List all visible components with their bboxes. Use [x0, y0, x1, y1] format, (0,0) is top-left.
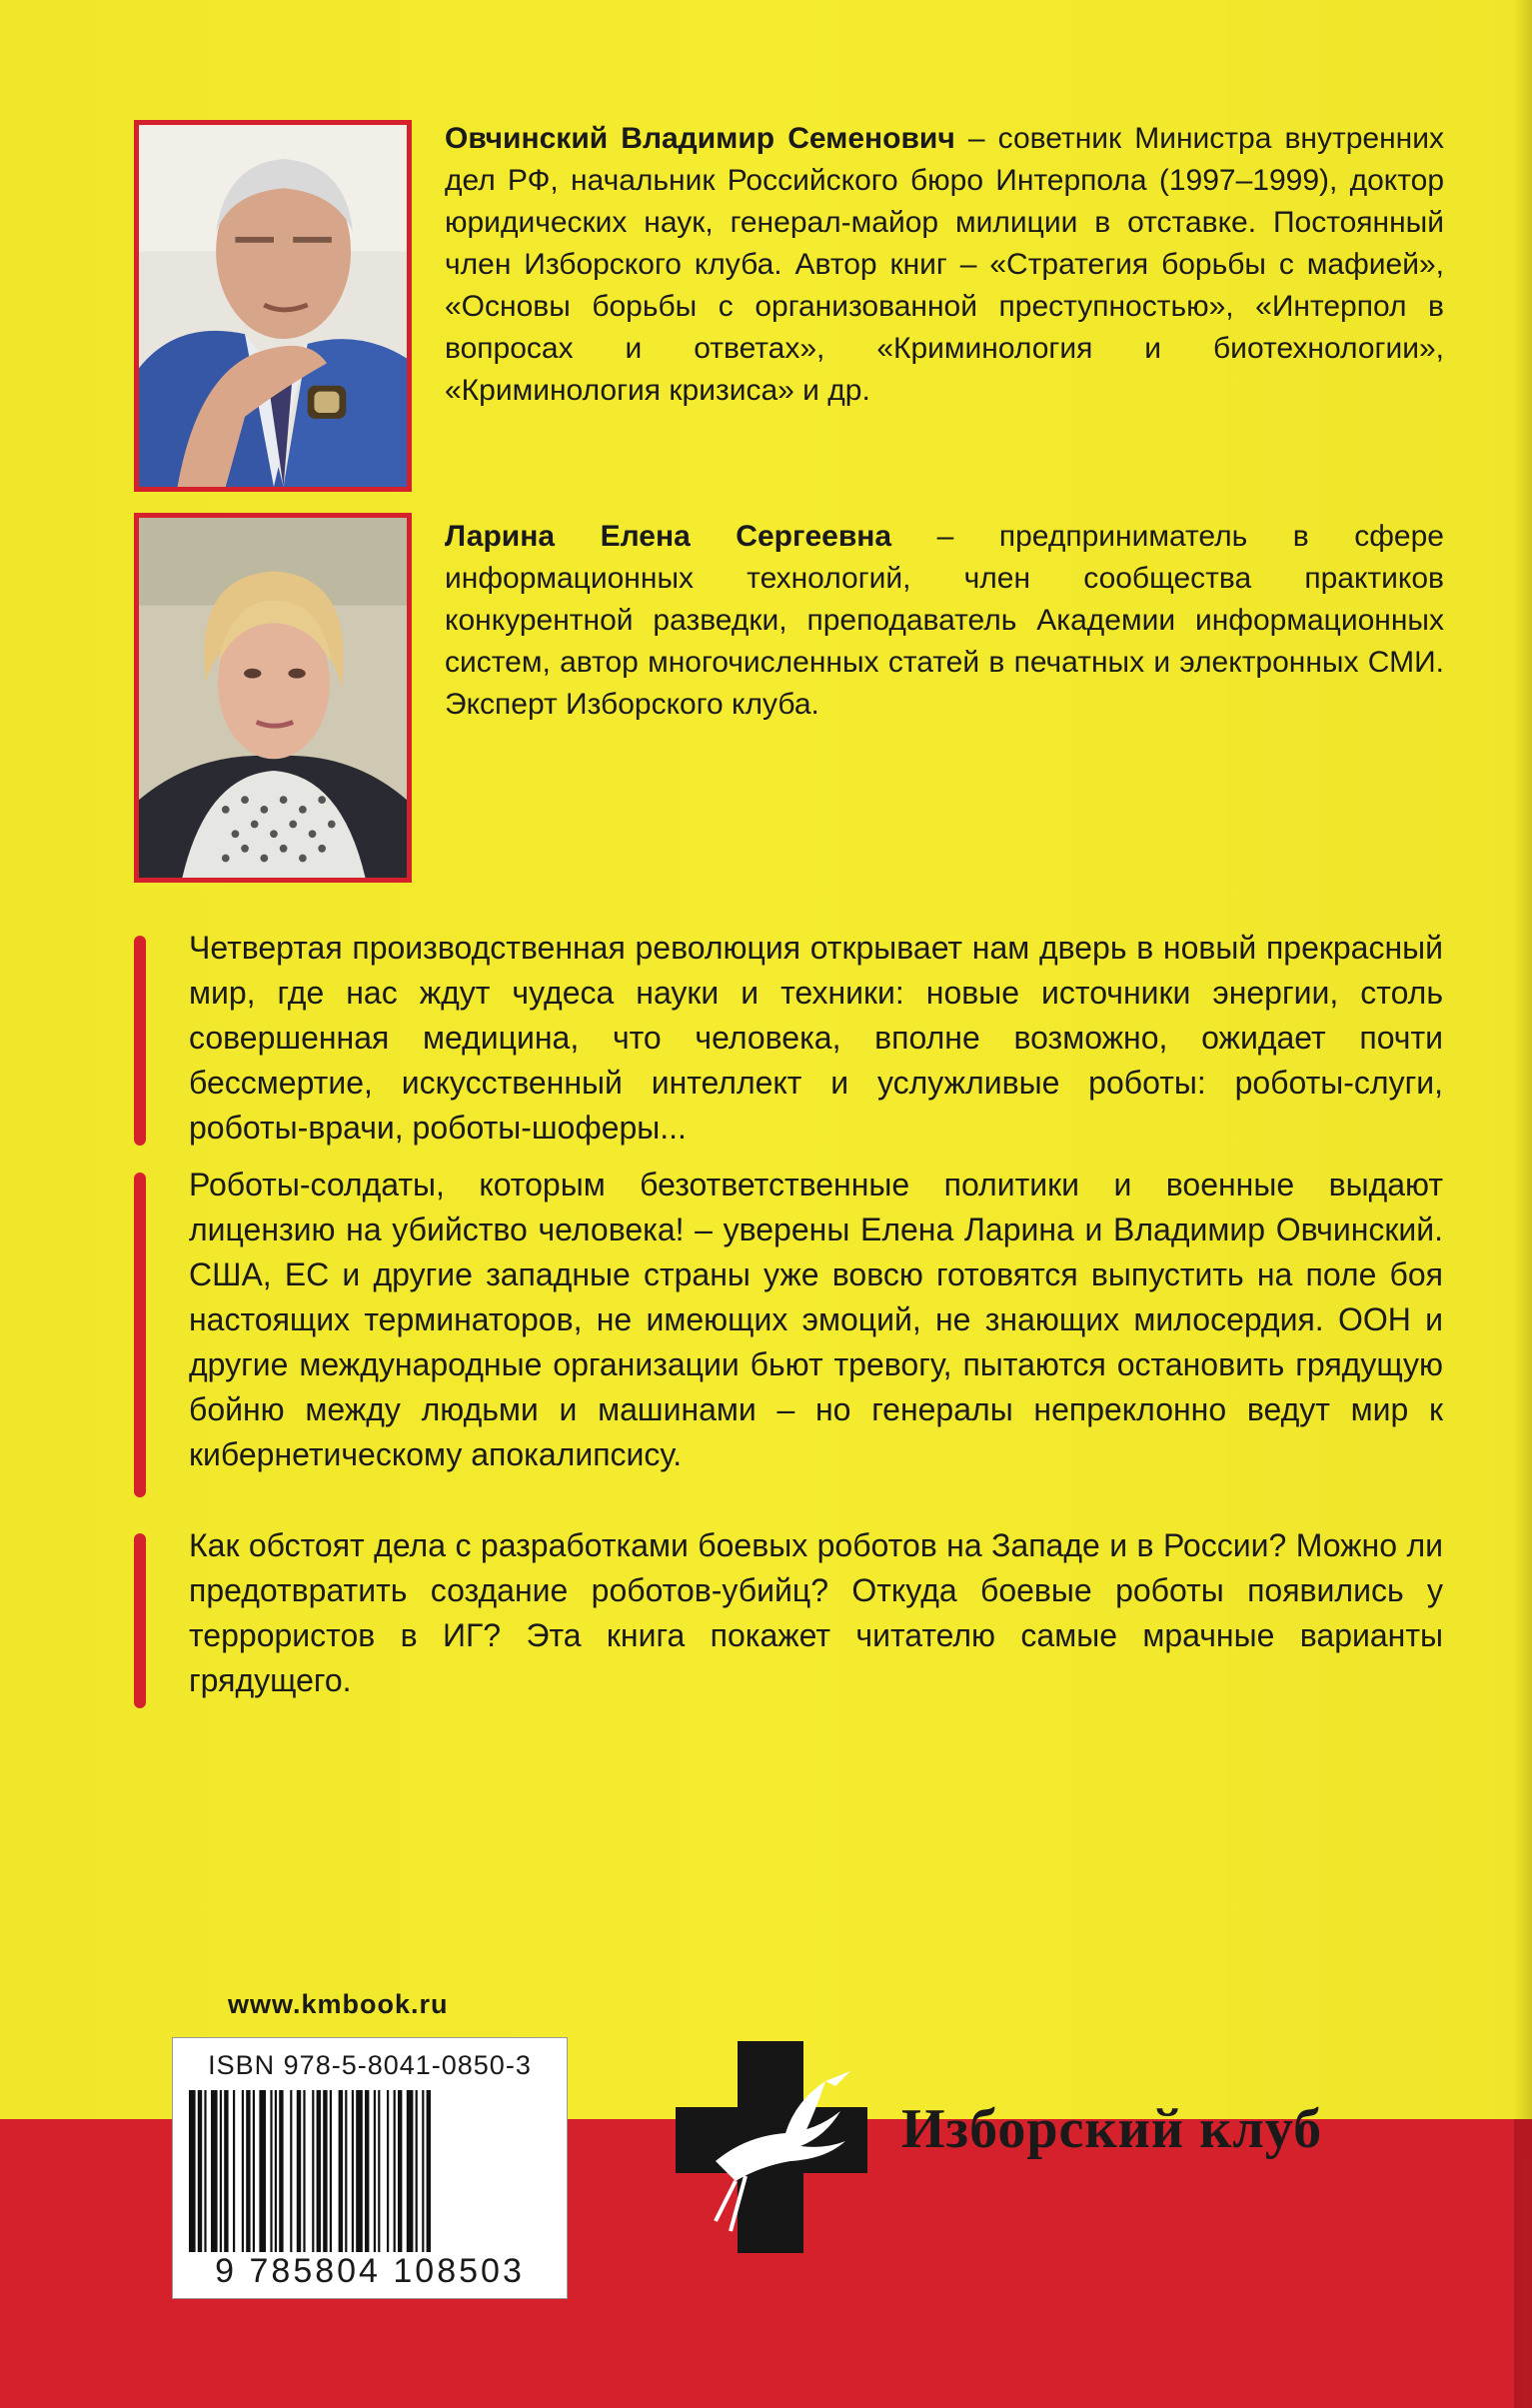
author-name: Ларина Елена Сергеевна	[445, 520, 892, 553]
isbn-barcode-box	[172, 2037, 568, 2299]
cross-stork-icon	[676, 2041, 867, 2253]
paragraph-text: Как обстоят дела с разработками боевых роботов на Западе и в России? Можно ли предотвратить создание роботов-убийц? Откуда боевые роботы появились у террористов в ИГ? Эта книга покажет читателю самые мрачные варианты грядущего.	[189, 1527, 1443, 1698]
publisher-website: www.kmbook.ru	[228, 1989, 449, 2019]
paragraph-text: Четвертая производственная революция открывает нам дверь в новый прекрасный мир, где нас ждут чудеса науки и техники: новые источники энергии, столь совершенная медицина, что человека, вполне возможно, ожидает почти бессмертие, искусственный интеллект и услужливые роботы: роботы-слуги, роботы-врачи, роботы-шоферы...	[189, 930, 1443, 1146]
red-quote-bar	[134, 936, 146, 1146]
publisher-name: Изборский клуб	[901, 2098, 1323, 2160]
author-bio-text: – предприниматель в сфере информационных технологий, член сообщества практиков конкурентной разведки, преподаватель Академии информационных систем, автор многочисленных статей в печатных и электронных СМИ. Эксперт Изборского клуба.	[445, 520, 1444, 721]
portrait-man-icon	[139, 125, 407, 487]
red-quote-bar	[134, 1533, 146, 1708]
spine-shadow	[1514, 0, 1532, 2408]
author-bio-text: – советник Министра внутренних дел РФ, начальник Российского бюро Интерпола (1997–1999), доктор юридических наук, генерал-майор милиции в отставке. Постоянный член Изборского клуба. Автор книг – «Стратегия борьбы с мафией», «Основы борьбы с организованной преступностью», «Интерпол в вопросах и ответах», «Криминология и биотехнологии», «Криминология кризиса» и др.	[445, 122, 1444, 407]
annotation-paragraph-1	[134, 926, 1443, 1151]
author-name: Овчинский Владимир Семенович	[445, 122, 955, 155]
author-bio-larina	[445, 516, 1444, 726]
author-photo-larina	[134, 513, 412, 883]
author-photo-ovchinsky	[134, 120, 412, 492]
barcode-icon	[189, 2090, 551, 2252]
barcode-digits: 9 785804 108503	[215, 2252, 525, 2290]
annotation-paragraph-3	[134, 1523, 1443, 1703]
isbn-label: ISBN 978-5-8041-0850-3	[208, 2050, 532, 2080]
red-quote-bar	[134, 1173, 146, 1497]
annotation-paragraph-2	[134, 1163, 1443, 1477]
author-bio-ovchinsky	[445, 118, 1444, 412]
portrait-woman-icon	[139, 518, 407, 878]
paragraph-text: Роботы-солдаты, которым безответственные политики и военные выдают лицензию на убийство человека! – уверены Елена Ларина и Владимир Овчинский. США, ЕС и другие западные страны уже вовсю готовятся выпустить на поле боя настоящих терминаторов, не имеющих эмоций, не знающих милосердия. ООН и другие международные организации бьют тревогу, пытаются остановить грядущую бойню между людьми и машинами – но генералы непреклонно ведут мир к кибернетическому апокалипсису.	[189, 1167, 1443, 1472]
